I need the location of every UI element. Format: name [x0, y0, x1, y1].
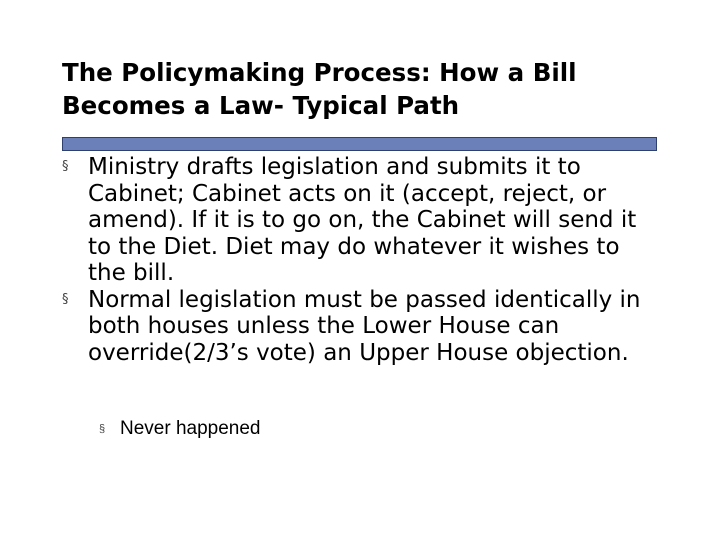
bullet-text: Normal legislation must be passed identically in both houses unless the Lower House can override(2/3’s vote) an Upper House objection.: [88, 286, 641, 366]
bullet-text: Ministry drafts legislation and submits it to Cabinet; Cabinet acts on it (accept, reject, or amend). If it is to go on, the Cabinet will send it to the Diet. Diet may do whatever it wishes to the bill.: [88, 154, 637, 286]
title-underline-bar: [62, 137, 657, 151]
bullet-marker-icon: §: [62, 291, 69, 307]
sub-bullet-text: Never happened: [120, 418, 261, 439]
sub-bullet-item: [62, 416, 662, 442]
bullet-list: [62, 154, 662, 366]
bullet-marker-icon: §: [62, 159, 69, 174]
sub-bullet-list: [62, 416, 662, 442]
slide-title: The Policymaking Process: How a Bill Becomes a Law- Typical Path: [62, 58, 577, 120]
bullet-item: [62, 287, 662, 367]
bullet-item: [62, 154, 662, 287]
sub-bullet-marker-icon: §: [99, 423, 106, 435]
